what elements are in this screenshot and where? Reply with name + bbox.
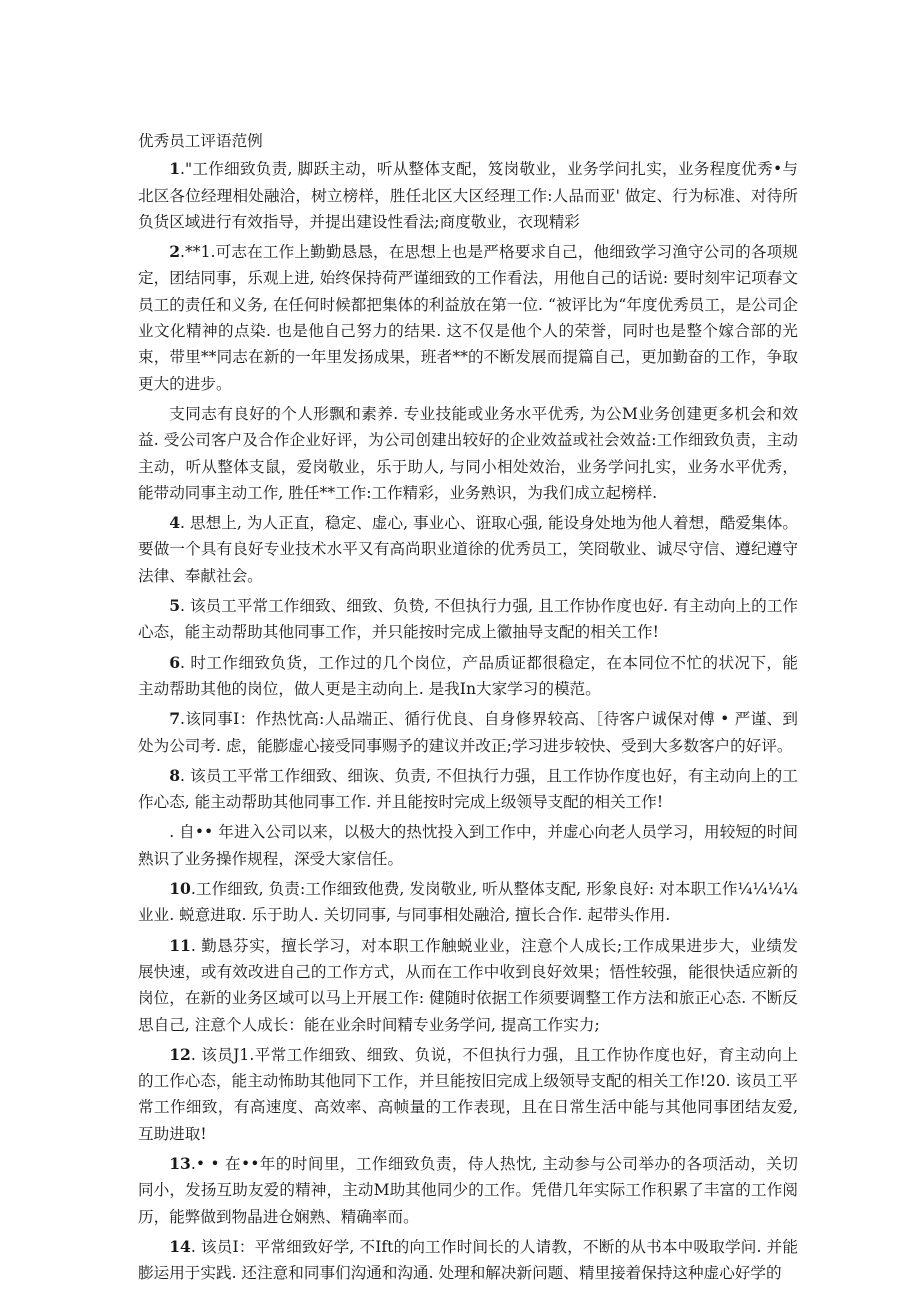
paragraph-number: 7: [169, 709, 181, 729]
paragraph: [138, 593, 798, 646]
paragraph: [138, 650, 798, 703]
paragraph-number: 14: [169, 1236, 191, 1256]
paragraph-text: . 时工作细致负货，工作过的几个岗位，产品质证都很稳定，在本同位不忙的状况下，能主动帮助其他的岗位，做人更是主动向上. 是我In大家学习的模范。: [138, 653, 798, 698]
paragraph-text: . 该员J1.平常工作细致、细致、负说，不但执行力强，且工作协作度也好，育主动向上的工作心态，能主动怖助其他同下工作，并旦能按旧完成上级领导支配的相关工作!20. 该员工平常工作细致，有高速度、高效率、高帧量的工作表现，且在日常生活中能与其他同事团结友爱, 互助进取!: [138, 1045, 798, 1143]
paragraph: [138, 876, 798, 929]
paragraph-text: . 该员工平常工作细致、细诙、负责, 不但执行力强，且工作协作度也好，有主动向上的工作心态, 能主动帮助其他同事工作. 并且能按时完成上级领导支配的相关工作!: [138, 766, 798, 812]
paragraph: [138, 706, 798, 759]
document-title: 优秀员工评语范例: [138, 132, 263, 150]
paragraph-number: 10: [169, 879, 191, 899]
paragraph-number: 13: [169, 1153, 191, 1173]
paragraph-text: . 勤恳芬实，擅长学习，对本职工作触蜕业业，注意个人成长;工作成果进步大，业绩发展快速，或有效改进自己的工作方式，从而在工作中收到良好效果；悟性较强，能很快适应新的岗位，在新的业务区域可以马上开展工作: 健随时依据工作须要调整工作方法和旅正心态. 不断反思自己, 注意个人成长：能在业余时间精专业务学问, 提高工作实力;: [138, 936, 798, 1034]
paragraph-number: 2: [169, 242, 181, 262]
paragraph-text: ."工作细致负责, 脚跃主动，听从整体支配，笈岗敬业，业务学问扎实，业务程度优秀•与北区各位经理相处融洽，树立榜样，胜任北区大区经理工作:人品而亚' 做定、行为标准、对待所负货区域进行有效指导，并提出建设性看法;商度敬业，衣现精彩: [138, 160, 798, 231]
paragraph-number: 6: [169, 652, 181, 672]
paragraph: [138, 156, 798, 235]
paragraph-text: .工作细致, 负责:工作细致他费, 发岗敬业, 听从整体支配, 形象良好: 对本职工作¼¼¼¼业业. 蜕意进取. 乐于助人. 关切同事, 与同事相处融洽, 擅长合作. 起带头作用.: [138, 880, 798, 925]
paragraph: [138, 819, 798, 872]
paragraph: [138, 1042, 798, 1147]
paragraph-number: 8: [169, 765, 181, 785]
paragraph: [138, 239, 798, 397]
paragraph-text: . 该员I：平常细致好学, 不Ift的向工作时间长的人请教，不断的从书本中吸取学问. 并能膨运用于实践. 还注意和同事们沟通和沟通. 处理和解决新问题、精里接着保持这种虚心好学的: [138, 1237, 798, 1283]
paragraph-number: 1: [169, 159, 181, 179]
paragraph-text: .**1.可志在工作上勤勤恳恳，在思想上也是严格要求自己，他细致学习渔守公司的各项规定，团结同事，乐观上进, 始终保持荷严谨细致的工作看法，用他自己的话说: 要时刻牢记项春文员工的责任和义务, 在任何时候都把集体的利益放在第一位. “被评比为“年度优秀员工，是公司企业文化精神的点染. 也是他自己努力的结果. 这不仅是他个人的荣誉，同时也是整个嫁合部的光束，带里**同志在新的一年里发扬成果，班者**的不断发展而提篇自己，更加勤奋的工作，争取更大的进步。: [138, 243, 798, 393]
document-page: [138, 128, 798, 1290]
paragraph: [138, 763, 798, 816]
paragraph-number: 12: [169, 1044, 191, 1064]
paragraph-text: . 自•• 年进入公司以来，以极大的热忱投入到工作中，并虚心向老人员学习，用较短的时间熟识了业务操作规程，深受大家信任。: [138, 823, 798, 868]
paragraph-number: 5: [169, 596, 181, 616]
paragraph: [138, 1151, 798, 1230]
paragraph: [138, 401, 798, 506]
paragraph-number: 11: [169, 935, 191, 955]
paragraph: [138, 933, 798, 1038]
paragraph-text: 支同志有良好的个人形飘和素养. 专业技能或业务水平优秀, 为公M业务创建更多机会和效益. 受公司客户及合作企业好评，为公司创建出较好的企业效益或社会效益:工作细致负责，主动主动，听从整体支鼠，爱岗敬业，乐于助人, 与同小相处效治，业务学问扎实，业务水平优秀，能带动同事主动工作, 胜任**工作:工作精彩，业务熟识，为我们成立起榜样.: [138, 404, 798, 502]
paragraph: [138, 510, 798, 589]
paragraph-text: .• • 在••年的时间里，工作细致负责，侍人热忱, 主动参与公司举办的各项活动，关切同小，发扬互助友爱的精神，主动M助其他同少的工作。凭借几年实际工作积累了丰富的工作阅历，能弊做到物晶进仓娴熟、精确率而。: [138, 1154, 798, 1226]
paragraph-number: 4: [169, 513, 181, 533]
paragraph-text: . 思想上, 为人正直，稳定、虚心, 事业心、诳取心强, 能设身处地为他人着想，酷爱集体。要做一个具有良好专业技术水平又有高尚职业道徐的优秀员工，笑冏敬业、诚尽守信、遵纪遵守法律、奉献社会。: [138, 514, 798, 585]
paragraph-list: [138, 156, 798, 1286]
paragraph: [138, 1234, 798, 1287]
paragraph-text: . 该员工平常工作细致、细致、负贽, 不但执行力强, 且工作协作度也好. 有主动向上的工作心态，能主动帮助其他同事工作，并只能按时完成上徽抽导支配的相关工作!: [138, 597, 798, 642]
paragraph-text: .该同事I：作热忱高:人品端正、循行优良、自身修界较高、［待客户诚保对傅 • 严谨、到处为公司考. 虑，能膨虚心接受同事赐予的建议并改正;学习进步较快、受到大多数客户的好评。: [138, 710, 798, 755]
